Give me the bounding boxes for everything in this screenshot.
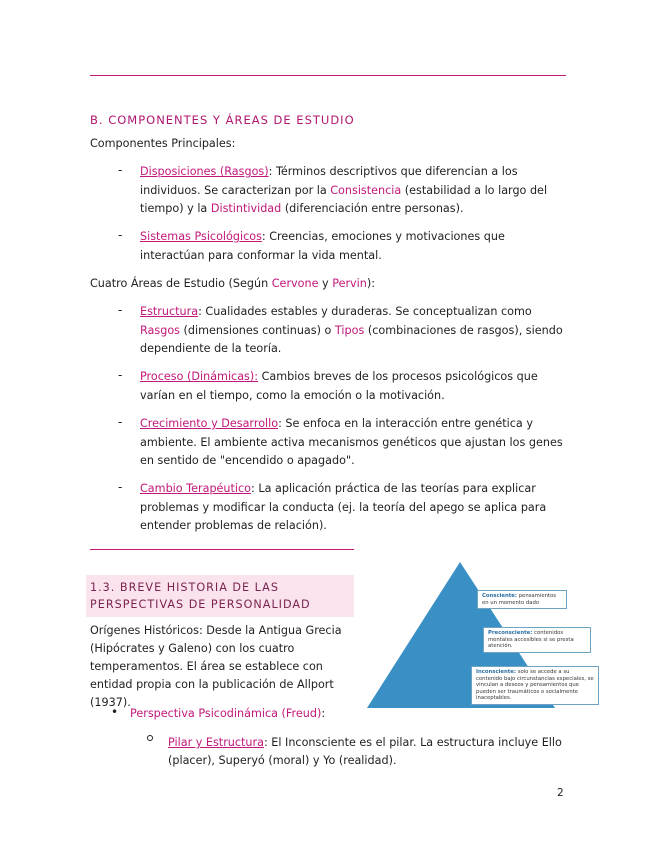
psicodinamica-label: Perspectiva Psicodinámica (Freud) (130, 707, 322, 720)
pilar-item: Pilar y Estructura: El Inconsciente es el pilar. La estructura incluye Ello (placer), Superyó (moral) y Yo (realidad). (168, 736, 562, 767)
list-dash: - (118, 368, 123, 382)
sub-bullet-circle (147, 735, 153, 741)
highlight-consistencia: Consistencia (330, 183, 402, 197)
author-cervone: Cervone (271, 277, 319, 290)
areas-heading: Cuatro Áreas de Estudio (Según Cervone y Pervin): (90, 277, 376, 290)
list-item-estructura: Estructura: Cualidades estables y duraderas. Se conceptualizan como Rasgos (dimensiones continuas) o Tipos (combinaciones de rasgos), siendo dependiente de la teoría. (140, 305, 563, 355)
pyramid-level-preconsciente: Preconsciente: contenidos mentales accesibles si se presta atención. (483, 627, 591, 653)
mid-rule (90, 549, 354, 550)
highlight-distintividad: Distintividad (210, 202, 282, 215)
term-proceso: Proceso (Dinámicas): (140, 370, 259, 383)
pyramid-level-inconsciente: Inconsciente: solo se accede a su contenido bajo circunstancias especiales, se vinculan a deseos y pensamientos que pueden ser traumáticos o socialmente inaceptables. (471, 666, 599, 705)
highlight-rasgos: Rasgos (140, 323, 180, 337)
term-pilar: Pilar y Estructura (168, 736, 264, 749)
page-number: 2 (557, 787, 564, 799)
author-pervin: Pervin (332, 277, 367, 290)
list-dash: - (118, 303, 123, 317)
list-item-disposiciones: Disposiciones (Rasgos): Términos descriptivos que diferencian a los individuos. Se caracterizan por la Consistencia (estabilidad a lo largo del tiempo) y la Distintividad (diferenciación entre personas). (140, 165, 548, 215)
list-dash: - (118, 228, 123, 242)
origins-paragraph: Orígenes Históricos: Desde la Antigua Grecia (Hipócrates y Galeno) con los cuatro temperamentos. El área se establece con entidad propia con la publicación de Allport (1937). (90, 624, 342, 709)
term-disposiciones: Disposiciones (Rasgos) (140, 165, 269, 178)
term-sistemas: Sistemas Psicológicos (140, 230, 262, 243)
highlight-tipos: Tipos (334, 323, 365, 337)
list-dash: - (118, 415, 123, 429)
term-cambio: Cambio Terapéutico (140, 482, 252, 495)
components-heading: Componentes Principales: (90, 137, 236, 150)
list-item-proceso: Proceso (Dinámicas): Cambios breves de los procesos psicológicos que varían en el tiempo, como la emoción o la motivación. (140, 370, 538, 402)
section-13-title: 1.3. BREVE HISTORIA DE LAS PERSPECTIVAS DE PERSONALIDAD (90, 581, 311, 611)
term-crecimiento: Crecimiento y Desarrollo (140, 417, 279, 430)
list-dash: - (118, 480, 123, 494)
term-estructura: Estructura (140, 305, 199, 318)
list-item-crecimiento: Crecimiento y Desarrollo: Se enfoca en la interacción entre genética y ambiente. El ambiente activa mecanismos genéticos que ajustan los genes en sentido de "encendido o apagado". (140, 417, 563, 467)
list-item-sistemas: Sistemas Psicológicos: Creencias, emociones y motivaciones que interactúan para conformar la vida mental. (140, 230, 505, 262)
list-item-cambio: Cambio Terapéutico: La aplicación práctica de las teorías para explicar problemas y modificar la conducta (ej. la teoría del apego se aplica para entender problemas de relación). (140, 482, 547, 532)
pyramid-level-consciente: Consciente: pensamientos en un momento dado (477, 590, 567, 609)
list-dash: - (118, 163, 123, 177)
bullet-dot: • (111, 705, 119, 719)
top-rule (90, 75, 566, 76)
section-b-title: B. COMPONENTES Y ÁREAS DE ESTUDIO (90, 113, 355, 127)
psicodinamica-item: Perspectiva Psicodinámica (Freud): (130, 707, 326, 720)
